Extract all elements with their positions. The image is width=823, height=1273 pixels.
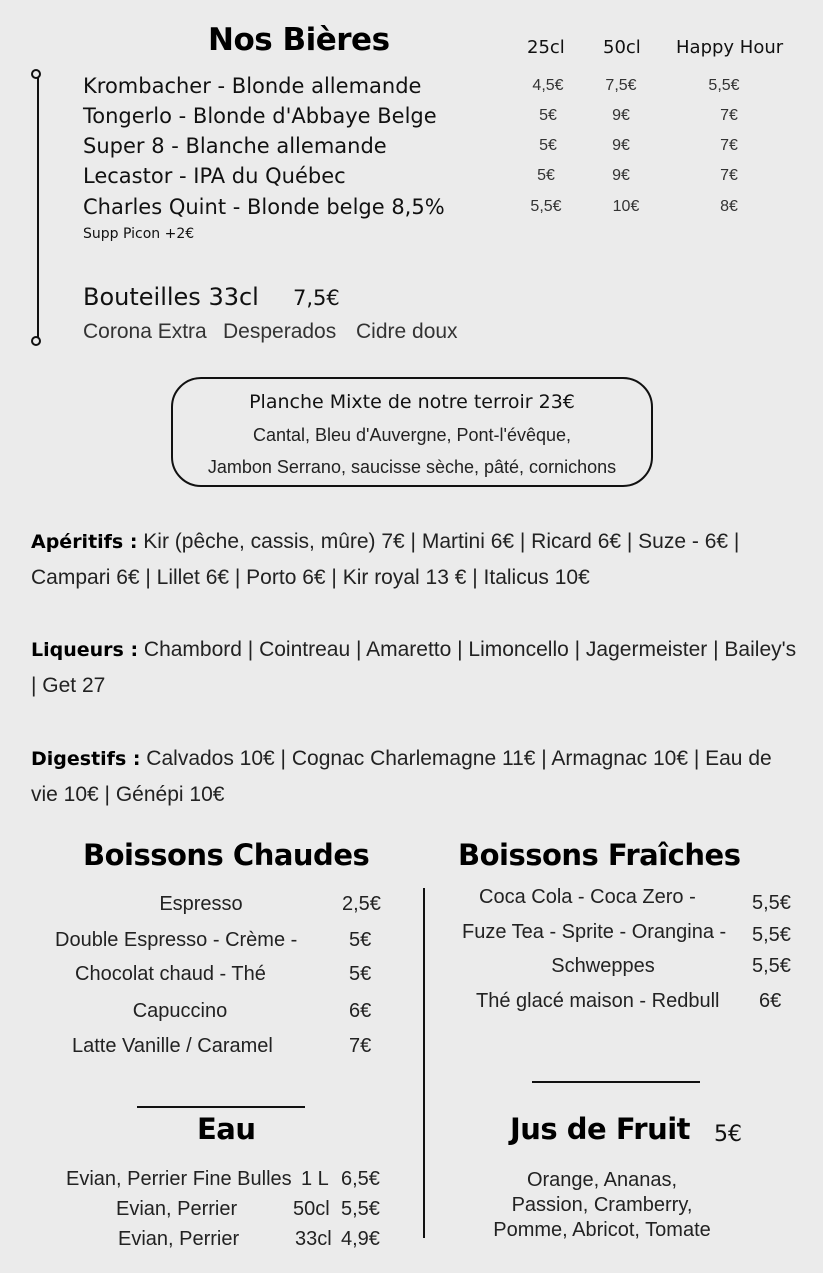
water-price: 4,9€ — [341, 1228, 380, 1250]
digestifs-text: Calvados 10€ | Cognac Charlemagne 11€ | Armagnac 10€ | Eau de vie 10€ | Génépi 10€ — [31, 747, 772, 806]
beer-price-50cl: 7,5€ — [605, 77, 637, 94]
hot-drink-price: 7€ — [349, 1035, 372, 1057]
column-header-happy-hour: Happy Hour — [676, 37, 784, 58]
water-price: 5,5€ — [341, 1198, 380, 1220]
beer-name: Charles Quint - Blonde belge 8,5% — [83, 195, 445, 219]
water-size: 1 L — [301, 1168, 329, 1190]
cold-drink-price: 5,5€ — [752, 955, 791, 977]
hot-drink-name: Double Espresso - Crème - — [55, 929, 298, 951]
liqueurs-text: Chambord | Cointreau | Amaretto | Limoncello | Jagermeister | Bailey's | Get 27 — [31, 638, 797, 697]
beer-rail-line — [37, 74, 39, 340]
juice-line: Passion, Cramberry, — [511, 1194, 693, 1216]
digestifs-label: Digestifs : — [31, 748, 141, 770]
juice-title: Jus de Fruit — [510, 1112, 691, 1146]
beer-rail-bottom-dot — [31, 336, 41, 346]
bottles-title: Bouteilles 33cl — [83, 283, 259, 311]
juice-line: Pomme, Abricot, Tomate — [493, 1219, 711, 1241]
beer-price-50cl: 9€ — [612, 167, 630, 184]
water-price: 6,5€ — [341, 1168, 380, 1190]
water-name: Evian, Perrier Fine Bulles — [66, 1168, 292, 1190]
beer-row — [83, 104, 803, 134]
platter-line-1: Cantal, Bleu d'Auvergne, Pont-l'évêque, — [252, 425, 572, 445]
platter-box — [171, 377, 653, 487]
water-size: 50cl — [293, 1198, 330, 1220]
hot-drink-price: 6€ — [349, 1000, 372, 1022]
hot-drink-name: Latte Vanille / Caramel — [72, 1035, 273, 1057]
beer-price-happy-hour: 7€ — [720, 167, 738, 184]
aperitifs-section — [31, 524, 801, 596]
liqueurs-label: Liqueurs : — [31, 639, 139, 661]
hot-drink-price: 5€ — [349, 929, 372, 951]
platter-title: Planche Mixte de notre terroir 23€ — [249, 391, 575, 413]
beer-rail-top-dot — [31, 69, 41, 79]
beer-price-25cl: 5,5€ — [530, 198, 562, 215]
beer-price-25cl: 4,5€ — [532, 77, 564, 94]
hot-drink-price: 5€ — [349, 963, 372, 985]
bottle-item: Corona Extra — [83, 320, 207, 343]
aperitifs-label: Apéritifs : — [31, 531, 138, 553]
cold-drink-price: 5,5€ — [752, 924, 791, 946]
hot-drink-name: Capuccino — [132, 1000, 228, 1022]
cold-drinks-title: Boissons Fraîches — [458, 838, 741, 872]
beer-name: Super 8 - Blanche allemande — [83, 134, 387, 158]
aperitifs-text: Kir (pêche, cassis, mûre) 7€ | Martini 6€ | Ricard 6€ | Suze - 6€ | Campari 6€ | Lillet 6€ | Porto 6€ | Kir royal 13 € | Italicus 10€ — [31, 530, 740, 589]
cold-drink-price: 5,5€ — [752, 892, 791, 914]
beers-title: Nos Bières — [208, 22, 390, 58]
water-size: 33cl — [295, 1228, 332, 1250]
beer-price-50cl: 10€ — [612, 198, 640, 215]
cold-drink-name: Schweppes — [551, 955, 655, 977]
beer-row — [83, 134, 803, 164]
bottle-item: Cidre doux — [356, 320, 458, 343]
bottles-price: 7,5€ — [293, 286, 340, 310]
beer-name: Lecastor - IPA du Québec — [83, 164, 346, 188]
juice-price: 5€ — [714, 1122, 742, 1147]
digestifs-section — [31, 741, 801, 813]
juice-separator-line — [532, 1081, 700, 1083]
beer-price-happy-hour: 8€ — [720, 198, 738, 215]
beer-price-50cl: 9€ — [612, 137, 630, 154]
hot-drink-name: Espresso — [159, 893, 243, 915]
beer-price-happy-hour: 7€ — [720, 107, 738, 124]
beer-row — [83, 195, 803, 225]
beer-row — [83, 74, 803, 104]
cold-drink-name: Thé glacé maison - Redbull — [476, 990, 720, 1012]
platter-line-2: Jambon Serrano, saucisse sèche, pâté, cornichons — [207, 457, 617, 477]
cold-drink-name: Fuze Tea - Sprite - Orangina - — [462, 921, 727, 943]
beer-price-happy-hour: 5,5€ — [708, 77, 740, 94]
hot-drink-price: 2,5€ — [342, 893, 381, 915]
water-title: Eau — [197, 1112, 256, 1146]
beer-row — [83, 164, 803, 194]
beer-name: Tongerlo - Blonde d'Abbaye Belge — [83, 104, 437, 128]
cold-drink-name: Coca Cola - Coca Zero - — [479, 886, 696, 908]
beer-name: Krombacher - Blonde allemande — [83, 74, 422, 98]
liqueurs-section — [31, 632, 801, 704]
picon-supplement: Supp Picon +2€ — [83, 226, 195, 242]
cold-drink-price: 6€ — [759, 990, 782, 1012]
beer-price-25cl: 5€ — [539, 137, 557, 154]
column-header-25cl: 25cl — [527, 37, 565, 58]
column-header-50cl: 50cl — [603, 37, 641, 58]
beer-price-25cl: 5€ — [537, 167, 555, 184]
juice-line: Orange, Ananas, — [526, 1169, 678, 1191]
beer-price-50cl: 9€ — [612, 107, 630, 124]
column-divider — [423, 888, 425, 1238]
water-name: Evian, Perrier — [116, 1198, 238, 1220]
bottle-item: Desperados — [223, 320, 337, 343]
hot-drinks-title: Boissons Chaudes — [83, 838, 370, 872]
hot-drink-name: Chocolat chaud - Thé — [75, 963, 266, 985]
beer-price-25cl: 5€ — [539, 107, 557, 124]
water-separator-line — [137, 1106, 305, 1108]
beer-price-happy-hour: 7€ — [720, 137, 738, 154]
water-name: Evian, Perrier — [118, 1228, 240, 1250]
